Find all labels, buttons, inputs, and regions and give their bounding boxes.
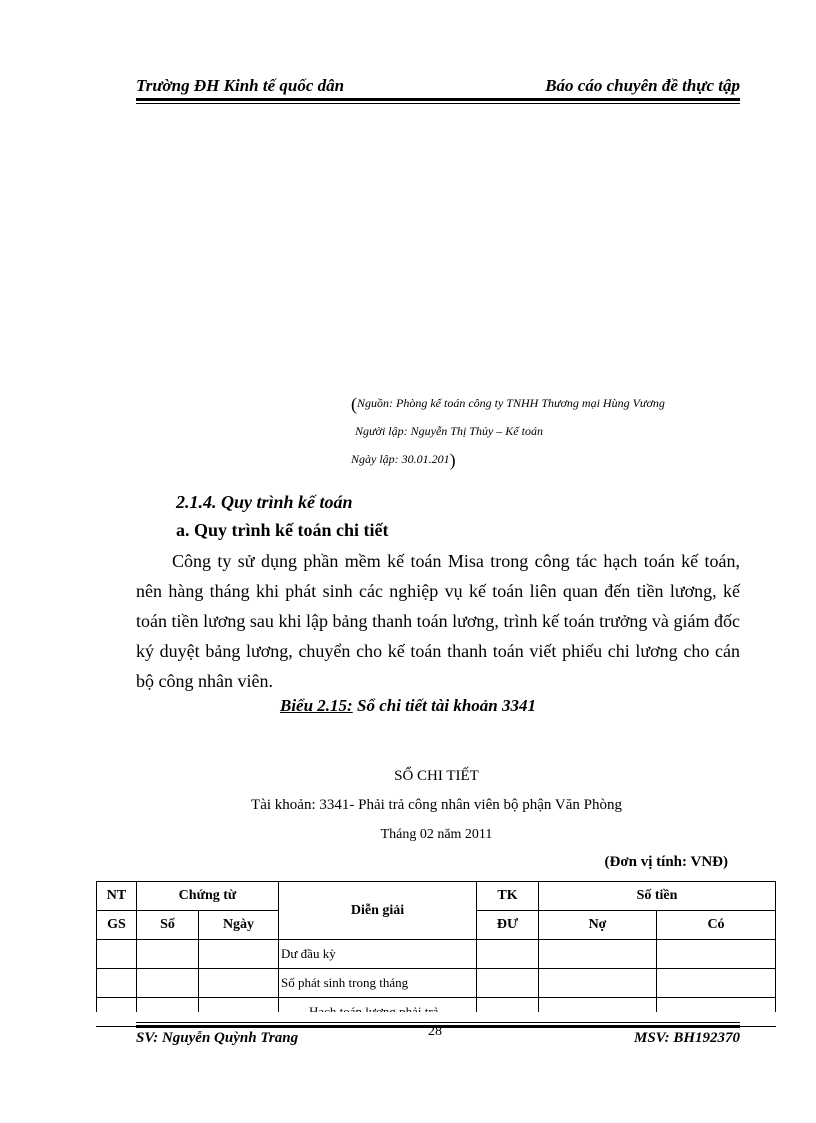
header-ngay: Ngày [199,911,279,940]
table-row [97,940,776,969]
ledger-account: Tài khoản: 3341- Phải trả công nhân viên bộ phận Văn Phòng [251,797,622,813]
body-paragraph: Công ty sử dụng phần mềm kế toán Misa trong công tác hạch toán kế toán, nên hàng tháng khi phát sinh các nghiệp vụ kế toán liên quan đến tiền lương, kế toán tiền lương sau khi lập bảng thanh toán lương, trình kế toán trưởng và giám đốc ký duyệt bảng lương, chuyển cho kế toán thanh toán viết phiếu chi lương cho cán bộ công nhân viên. [136,551,740,691]
ledger-table [96,881,776,1027]
header-nt: NT [97,882,137,911]
section-subheading: a. Quy trình kế toán chi tiết [176,520,389,540]
section-heading: 2.1.4. Quy trình kế toán [176,492,353,512]
figure-label: Biểu 2.15: [280,696,353,715]
table-row [97,969,776,998]
ledger-period: Tháng 02 năm 2011 [380,827,493,842]
header-chung-tu: Chứng từ [137,882,279,911]
footer-student-id: MSV: BH192370 [634,1030,740,1046]
header-no: Nợ [539,911,657,940]
source-note-line2: Người lập: Nguyễn Thị Thủy – Kế toán [355,424,543,438]
source-note-line3: Ngày lập: 30.01.201) [351,450,456,470]
source-note-line1: (Nguồn: Phòng kế toán công ty TNHH Thương mại Hùng Vương [351,394,665,414]
header-rule [136,98,740,101]
row-description: Số phát sinh trong tháng [279,969,477,998]
header-tk: TK [477,882,539,911]
ledger-unit: (Đơn vị tính: VNĐ) [604,854,728,870]
row-description: Dư đầu kỳ [279,940,477,969]
header-du: ĐƯ [477,911,539,940]
header-gs: GS [97,911,137,940]
footer-rule-thin [136,1022,740,1023]
header-so-tien: Số tiền [539,882,776,911]
header-so: Số [137,911,199,940]
ledger-title: SỔ CHI TIẾT [394,768,479,784]
footer-student: SV: Nguyễn Quỳnh Trang [136,1030,299,1046]
header-school: Trường ĐH Kinh tế quốc dân [136,76,345,95]
figure-title: Sổ chi tiết tài khoản 3341 [356,696,536,715]
figure-caption [0,696,816,716]
header-report-title: Báo cáo chuyên đề thực tập [545,76,740,95]
page-number: 28 [428,1024,442,1039]
header-dien-giai: Diễn giải [279,882,477,940]
header-co: Có [657,911,776,940]
header-rule-thin [136,103,740,104]
